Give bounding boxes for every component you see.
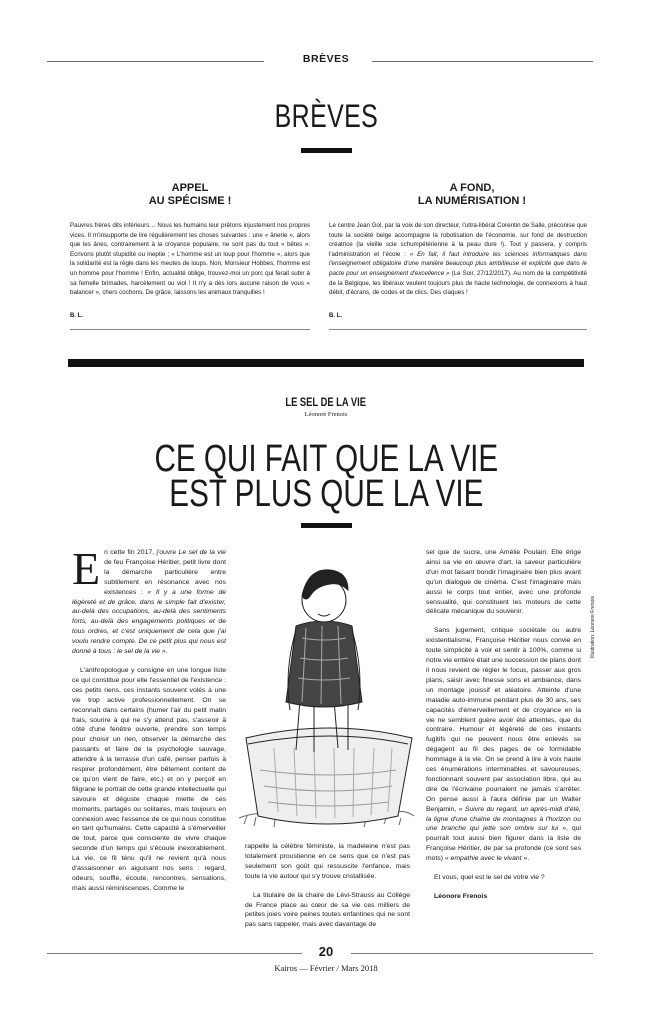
- paragraph: La titulaire de la chaire de Lévi-Strauss au Collège de France place au cœur de sa vie ces milliers de petites joies voire peines toutes enfantines qui ne sont pas sans rappeler, mais avec davantage de: [245, 891, 410, 929]
- section-divider-bar: [68, 359, 584, 367]
- breves-title: BRÈVES: [274, 98, 378, 134]
- article-title: CE QUI FAIT QUE LA VIE EST PLUS QUE LA VIE: [154, 438, 498, 515]
- paragraph: sel que de sucre, une Amélie Poulain. Elle érige ainsi sa vie en œuvre d'art, la saveur particulière d'un mot faisant bondir l'imaginaire bien plus avant qu'un dialogue de cinéma. C'est l'imaginaire mais aussi le corps tout entier, avec une profonde sensualité, qui constituent les moteurs de cette délicate mécanique du souvenir.: [426, 549, 581, 616]
- title-underline-bar: [301, 148, 352, 153]
- paragraph: Sans jugement, critique sociétale ou autre existentialisme, Françoise Héritier nous convie en toute simplicité à voir et sentir à 100%, comme si notre vie entière était une succession de plans dont il nous revient de régler le focus, passer aux gros plans, saisir avec finesse sons et ambiance, dans un montage jouissif et aléatoire. Atteinte d'une maladie auto-immune pendant plus de 30 ans, ses capacités d'émerveillement et de croyance en la vie ne semblent guère avoir été atteintes, que du contraire. Humour et légèreté de ces instants fugitifs qui ne peuvent nous être enlevés se dégagent au fil des pages de ce formidable hommage à la vie. On se prend à lire à voix haute ces énumérations interminables et savoureuses, fonctionnant souvent par association libre, qui au dire de l'écrivaine pourraient ne jamais s'arrêter. On pense aussi à l'aura définie par un Walter Benjamin, « Suivre du regard, un après-midi d'été, la ligne d'une chaîne de montagnes à l'horizon ou une branche qui jette son ombre sur lui », qui pourrait tout aussi bien figurer dans la liste de Françoise Héritier, de par sa profonde (ce sont ses mots) « empathie avec le vivant ».: [426, 627, 581, 863]
- brief-2-signature: B. L.: [329, 313, 342, 319]
- article-signature: Léonore Frenois: [434, 893, 488, 900]
- illustration-credit: Illustration: Léonore Frenois: [590, 596, 596, 658]
- issue-line: Kairos — Février / Mars 2018: [274, 963, 378, 973]
- brief-1-headline: APPEL AU SPÉCISME !: [148, 182, 232, 207]
- brief-2-body: Le centre Jean Gol, par la voix de son directeur, l'ultra-libéral Corentin de Salle, préconise que toute la société belge accompagne la robotisation de l'économie, sur fond de destruction créatrice (la vieille scie schumpétérienne à la peau dure !). Tout y passera, y compris l'administration et l'école : « En fait, il faut introduire les sciences informatiques dans l'enseignement obligatoire d'une manière beaucoup plus ambitieuse et explicite que dans le pacte pour un enseignement d'excellence » (Le Soir, 27/12/2017). Au nom de la compétitivité de la Belgique, les libéraux veulent toujours plus de haute technologie, de connexions à haut débit, d'écrans, de codes et de clics. Des claques !: [329, 222, 587, 297]
- child-in-tub-illustration: [234, 548, 419, 832]
- page-number: 20: [318, 944, 334, 959]
- paragraph: Et vous, quel est le sel de votre vie ?: [434, 874, 545, 882]
- brief-1-rule: [70, 329, 310, 330]
- section-label: BRÈVES: [302, 53, 350, 65]
- paragraph: L'anthropologue y consigne en une longue liste ce qui constitue pour elle l'essentiel de l'existence : ces petits riens, ces instants souvent volés à une vie trop active professionnellement. On se reconnaît dans certains (humer l'air du petit matin frais, sourire à qui ne s'y attend pas, s'asseoir à côté d'une fenêtre ouverte, prendre son temps pour choisir un rien, observer la démarche des passants et faire de la psychologie sauvage, attendre à la terrasse d'un café, penser parfois à respirer profondément, être bêtement content de ce qu'on vient de faire, etc.) et on y perçoit en filigrane le portrait de cette grande intellectuelle qui savoure et déguste chaque miette de ces moments, partagés ou solitaires, mais toujours en connexion avec l'essence de ce qui nous constitue en tant qu'humains. Cette capacité à s'émerveiller de tout, parce que consciente de vivre chaque seconde d'un temps qui s'écoule inexorablement. La vie, ce fil ténu qu'il ne revient qu'à nous d'assaisonner en aiguisant nos sens : regard, odeurs, souffle, écoute, rencontres, sensations, mais aussi réminiscences. Comme le: [72, 666, 226, 892]
- article-byline: Léonore Frenois: [304, 411, 348, 418]
- brief-2-rule: [329, 329, 587, 330]
- brief-1-body: Pauvres frères dits inférieurs… Nous les humains leur prêtons injustement nos propres vices. Il m'insupporte de lire régulièrement les choses suivantes : une « ânerie », alors que les ânes, contrairement à la croyance populaire, ne sont pas du tout « bêtes ». Ecrivons plutôt stupidité ou ineptie ; « L'homme est un loup pour l'homme », alors que la solidarité est la règle dans les meutes de loups. Non, Monsieur Hobbes, l'homme est un homme pour l'homme ! Enfin, actualité oblige, trouvez-moi un porc qui ferait subir à sa femelle brimades, harcèlement ou viol ! Il n'y a dès lors aucune raison de vous « balancer », chers cochons. De grâce, laissons les animaux tranquilles !: [70, 222, 310, 297]
- paragraph: rappelle la célèbre féministe, la madeleine n'est pas totalement proustienne en ce sens que ce n'est pas seulement son goût qui ressuscite l'enfance, mais toute la vie autour qui s'y trouve cristallisée.: [245, 843, 410, 880]
- article-column-middle: [245, 842, 410, 939]
- brief-2-headline: A FOND, LA NUMÉRISATION !: [417, 182, 527, 207]
- article-rubric: LE SEL DE LA VIE: [285, 395, 367, 409]
- paragraph: En cette fin 2017, j'ouvre Le sel de la vie de feu Françoise Héritier, petit livre dont la démarche particulière entre subtilement en résonance avec nos existences : « Il y a une forme de légèreté et de grâce, dans le simple fait d'exister, au-delà des occupations, au-delà des sentiments forts, au-delà des engagements politiques et de tous ordres, et c'est uniquement de cela que j'ai voulu rendre compte. De ce petit plus qui nous est donné à tous : le sel de la vie ».: [72, 543, 227, 656]
- article-column-left: [72, 543, 227, 903]
- brief-1-signature: B. L.: [70, 313, 83, 319]
- article-title-bar: [301, 523, 352, 528]
- drop-cap: E: [72, 543, 101, 594]
- article-column-right: [426, 548, 581, 911]
